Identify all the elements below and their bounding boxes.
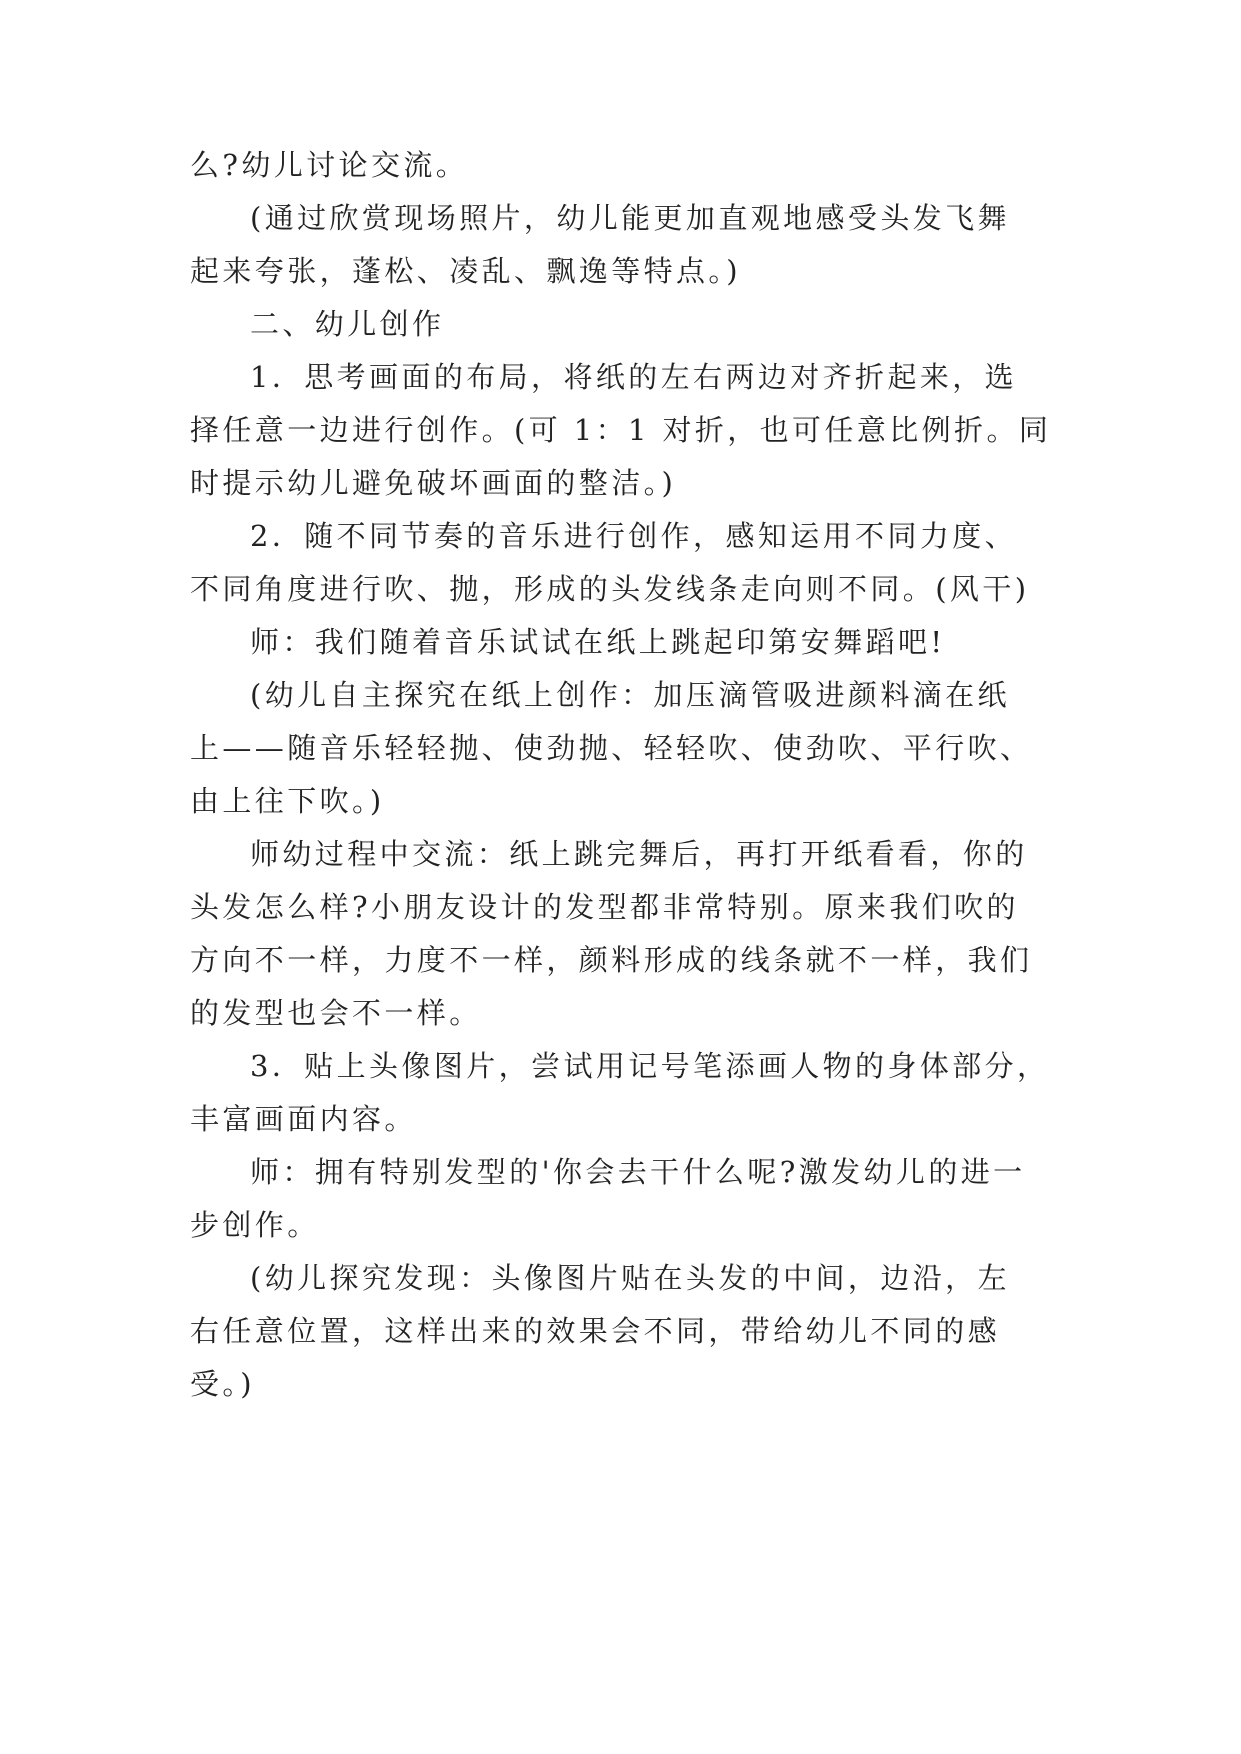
text-line: 右任意位置，这样出来的效果会不同，带给幼儿不同的感 [190, 1314, 1001, 1348]
text-line: 不同角度进行吹、抛，形成的头发线条走向则不同。(风干) [190, 572, 1030, 606]
text-line: 3．贴上头像图片，尝试用记号笔添画人物的身体部分， [250, 1049, 1050, 1083]
text-line: 方向不一样，力度不一样，颜料形成的线条就不一样，我们 [190, 943, 1033, 977]
text-line: 师：拥有特别发型的'你会去干什么呢?激发幼儿的进一 [250, 1155, 1026, 1189]
text-line: 起来夸张，蓬松、凌乱、飘逸等特点。) [190, 254, 742, 288]
text-line: 择任意一边进行创作。(可 1：1 对折，也可任意比例折。同 [190, 413, 1052, 447]
text-line: 头发怎么样?小朋友设计的发型都非常特别。原来我们吹的 [190, 890, 1019, 924]
text-line: 上——随音乐轻轻抛、使劲抛、轻轻吹、使劲吹、平行吹、 [190, 731, 1033, 765]
text-line: 师：我们随着音乐试试在纸上跳起印第安舞蹈吧! [250, 625, 946, 659]
text-line: 的发型也会不一样。 [190, 996, 482, 1030]
text-line: 时提示幼儿避免破坏画面的整洁。) [190, 466, 677, 500]
text-line: 么?幼儿讨论交流。 [190, 148, 469, 182]
text-line: 受。) [190, 1367, 256, 1401]
text-line: 丰富画面内容。 [190, 1102, 417, 1136]
text-line: 1．思考画面的布局，将纸的左右两边对齐折起来，选 [250, 360, 1018, 394]
text-line: (通过欣赏现场照片，幼儿能更加直观地感受头发飞舞 [250, 201, 1010, 235]
text-line: 由上往下吹。) [190, 784, 385, 818]
text-line: 师幼过程中交流：纸上跳完舞后，再打开纸看看，你的 [250, 837, 1028, 871]
text-line: 2．随不同节奏的音乐进行创作，感知运用不同力度、 [250, 519, 1018, 553]
text-line: 步创作。 [190, 1208, 320, 1242]
section-heading: 二、幼儿创作 [250, 307, 445, 341]
text-line: (幼儿探究发现：头像图片贴在头发的中间，边沿，左 [250, 1261, 1010, 1295]
text-line: (幼儿自主探究在纸上创作：加压滴管吸进颜料滴在纸 [250, 678, 1010, 712]
